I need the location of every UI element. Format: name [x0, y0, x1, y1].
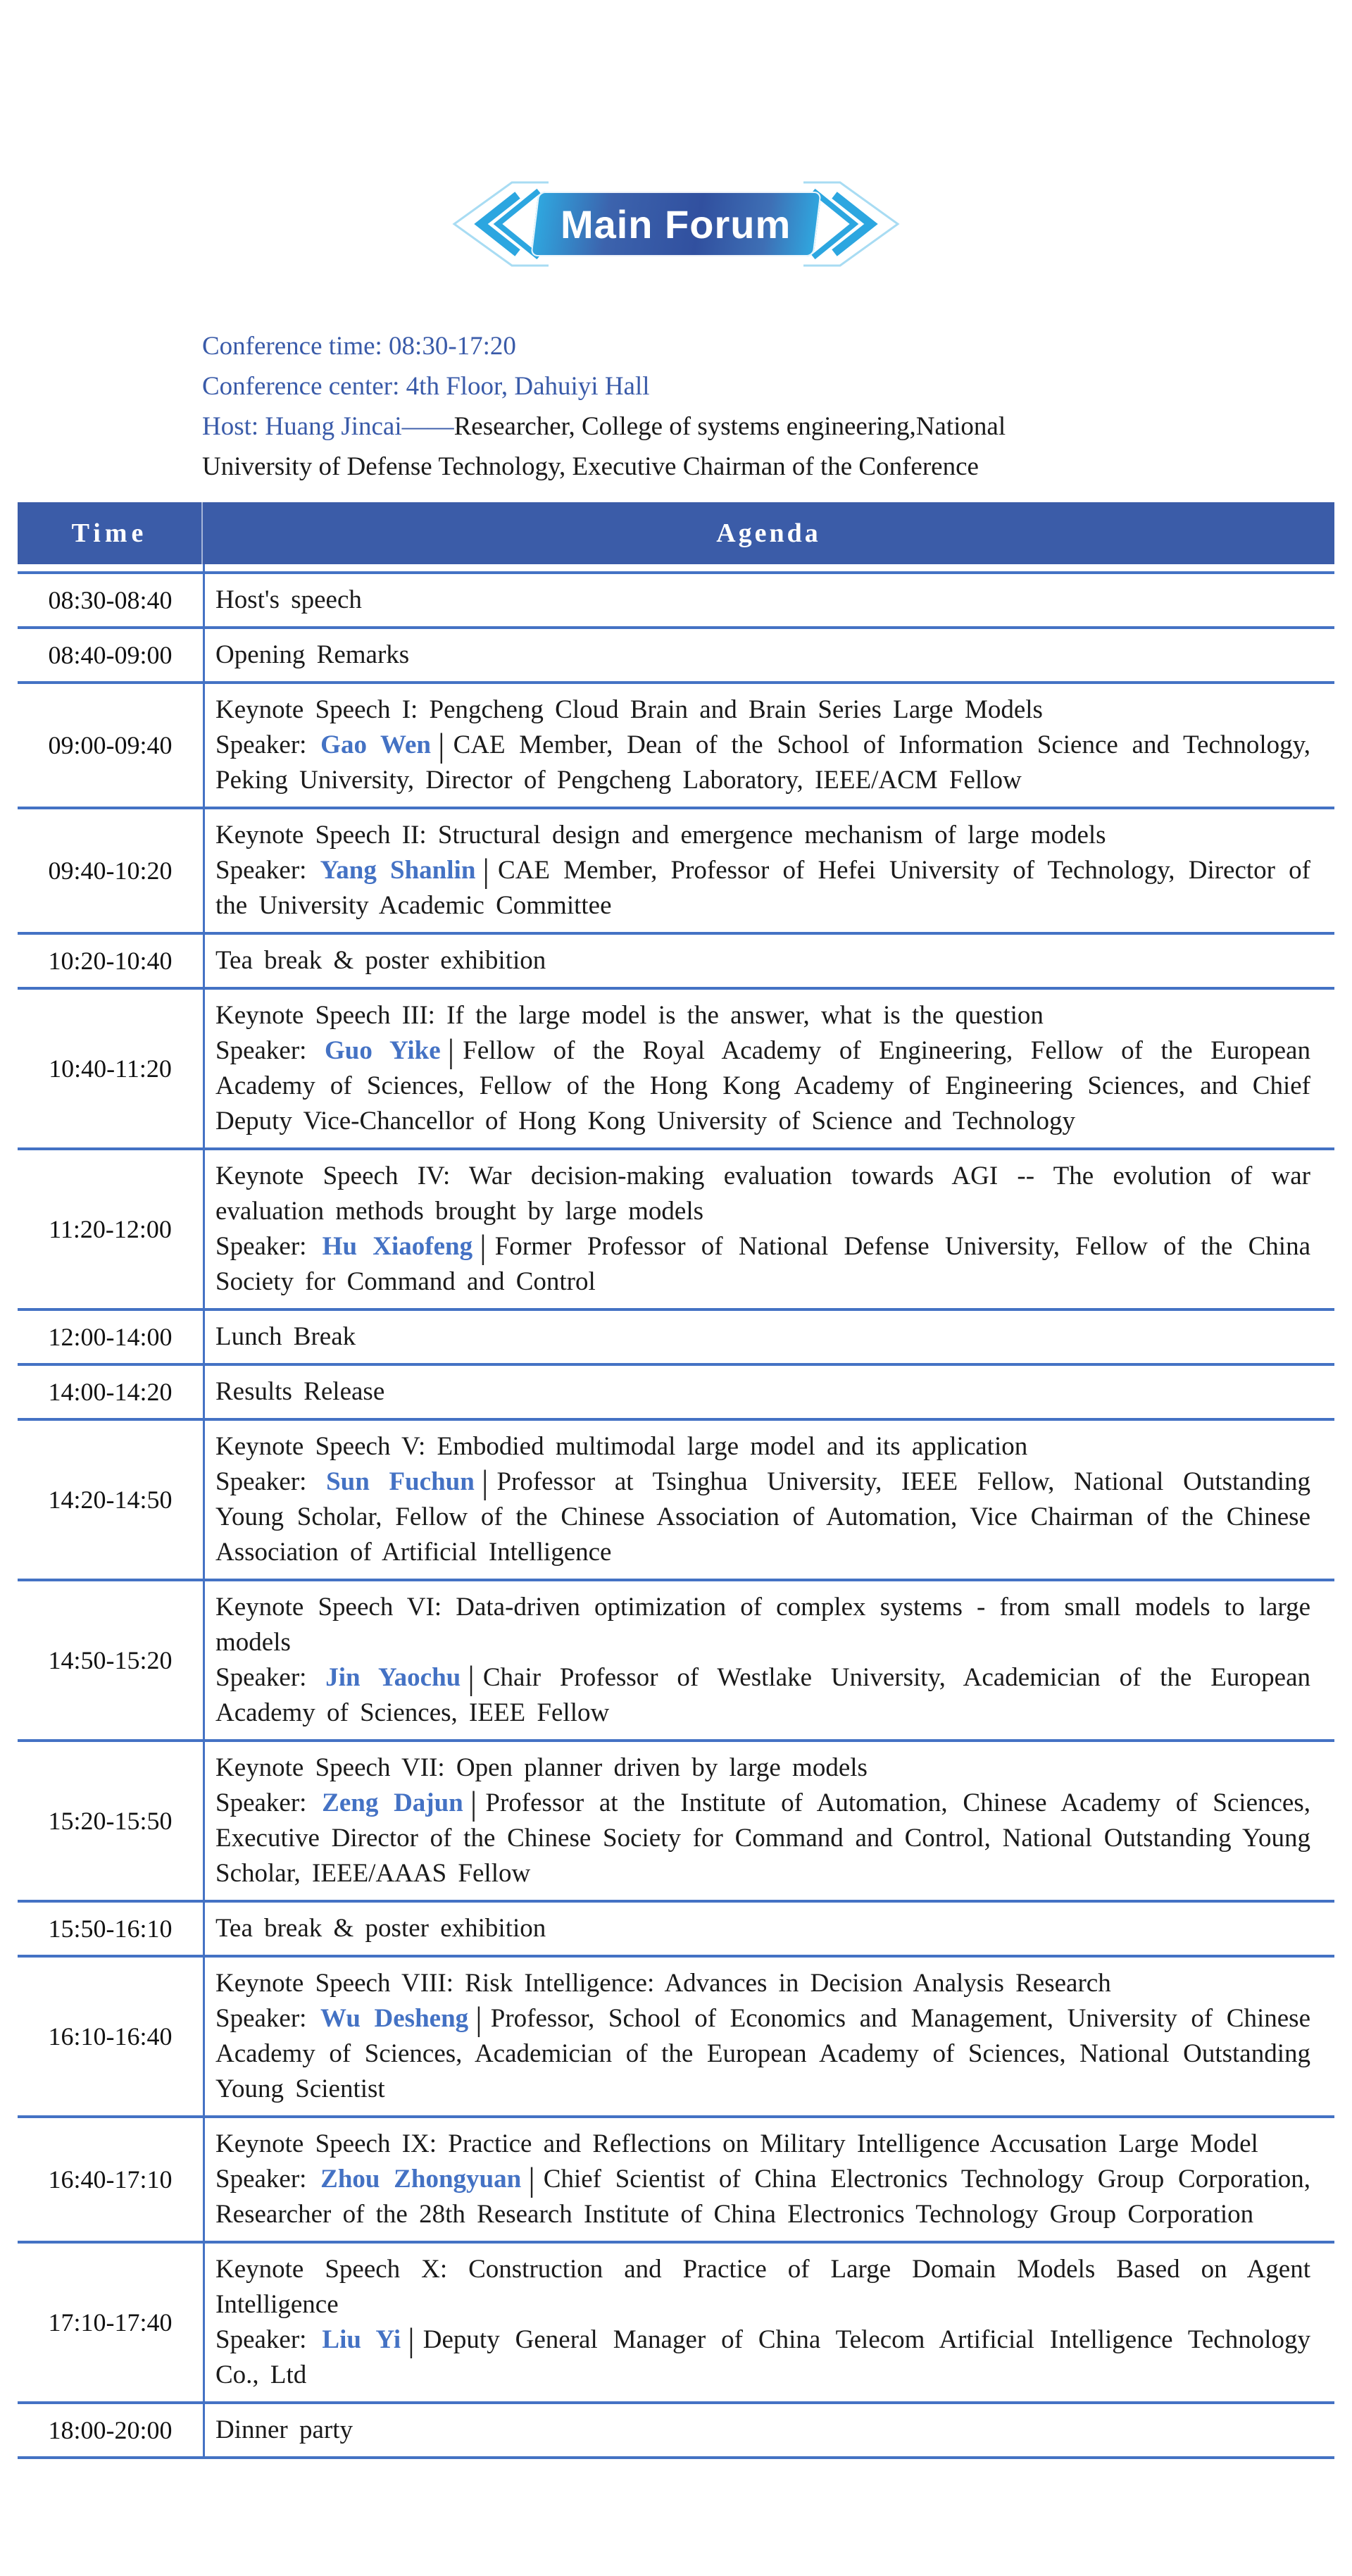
- speaker-label: Speaker:: [215, 1663, 326, 1692]
- speaker-name: Gao Wen: [320, 730, 431, 759]
- time-cell: 10:20-10:40: [48, 947, 173, 975]
- keynote-title: Keynote Speech III: If the large model is the answer, what is the question: [215, 1001, 1044, 1030]
- agenda-cell: Results Release: [215, 1377, 385, 1406]
- speaker-desc: Chief Scientist of China Electronics Technology Group Corporation, Researcher of the 28th Research Institute of China Electronics Technology Group Corporation: [215, 2165, 1311, 2229]
- speaker-label: Speaker:: [215, 2165, 321, 2194]
- main-forum-banner: [0, 0, 1352, 270]
- speaker-line: Speaker: Wu Desheng | Professor, School of Economics and Management, University of Chinese Academy of Sciences, Academician of the European Academy of Sciences, National Outstanding Young Scientist: [215, 2001, 1310, 2103]
- speaker-name: Sun Fuchun: [326, 1467, 475, 1496]
- speaker-desc: Fellow of the Royal Academy of Engineering, Fellow of the European Academy of Sciences, Fellow of the Hong Kong Academy of Engineering Sciences, and Chief Deputy Vice-Chancellor of Hong Kong University of Science and Technology: [215, 1036, 1310, 1135]
- table-row: [18, 681, 1334, 807]
- speaker-name: Wu Desheng: [320, 2004, 469, 2033]
- table-row: [18, 932, 1334, 987]
- speaker-desc: CAE Member, Dean of the School of Information Science and Technology, Peking University, Director of Pengcheng Laboratory, IEEE/ACM Fellow: [215, 730, 1310, 795]
- conference-info: [202, 326, 1096, 487]
- time-cell: 14:00-14:20: [48, 1378, 173, 1406]
- table-row: [18, 1579, 1334, 1739]
- speaker-desc: CAE Member, Professor of Hefei University of Technology, Director of the University Academic Committee: [215, 856, 1310, 920]
- agenda-rows: [18, 571, 1334, 2459]
- speaker-label: Speaker:: [215, 730, 321, 759]
- agenda-cell: Tea break & poster exhibition: [215, 1914, 546, 1943]
- table-row: [18, 1900, 1334, 1955]
- host-description: Researcher, College of systems engineering,National University of Defense Technology, Executive Chairman of the Conference: [202, 412, 1006, 481]
- time-cell: 12:00-14:00: [48, 1323, 173, 1351]
- keynote-title: Keynote Speech X: Construction and Practice of Large Domain Models Based on Agent Intelligence: [215, 2255, 1310, 2319]
- speaker-label: Speaker:: [215, 2004, 321, 2033]
- keynote-title: Keynote Speech VII: Open planner driven by large models: [215, 1753, 868, 1782]
- time-cell: 16:40-17:10: [48, 2165, 173, 2194]
- agenda-cell: [203, 1581, 1334, 1739]
- speaker-label: Speaker:: [215, 2325, 323, 2354]
- agenda-cell: Host's speech: [215, 585, 362, 614]
- speaker-desc: Professor at Tsinghua University, IEEE Fellow, National Outstanding Young Scholar, Fellow of the Chinese Association of Automation, Vice Chairman of the Chinese Association of Artificial Intelligence: [215, 1467, 1310, 1567]
- speaker-desc: Former Professor of National Defense University, Fellow of the China Society for Command and Control: [215, 1232, 1310, 1296]
- agenda-cell: [203, 809, 1334, 932]
- banner-plate: [530, 192, 821, 256]
- speaker-desc: Professor, School of Economics and Management, University of Chinese Academy of Sciences, Academician of the European Academy of Sciences, National Outstanding Young Scientist: [215, 2004, 1310, 2103]
- speaker-line: Speaker: Hu Xiaofeng | Former Professor of National Defense University, Fellow of the China Society for Command and Control: [215, 1228, 1310, 1296]
- table-row: [18, 1418, 1334, 1579]
- agenda-table: [18, 502, 1334, 2459]
- table-row: [18, 807, 1334, 932]
- speaker-name: Jin Yaochu: [325, 1663, 461, 1692]
- keynote-title: Keynote Speech IV: War decision-making evaluation towards AGI -- The evolution of war evaluation methods brought by large models: [215, 1162, 1310, 1226]
- banner-title: Main Forum: [561, 201, 791, 247]
- table-row: [18, 987, 1334, 1147]
- time-cell: 09:00-09:40: [48, 731, 173, 759]
- agenda-cell: [203, 990, 1334, 1147]
- table-row: [18, 2401, 1334, 2456]
- speaker-line: Speaker: Gao Wen | CAE Member, Dean of the School of Information Science and Technology, Peking University, Director of Pengcheng Laboratory, IEEE/ACM Fellow: [215, 727, 1310, 795]
- agenda-cell: [203, 1421, 1334, 1579]
- time-column-header: Time: [18, 502, 203, 564]
- speaker-label: Speaker:: [215, 1788, 323, 1817]
- conference-center-line: Conference center: 4th Floor, Dahuiyi Hall: [202, 372, 650, 401]
- host-line: [202, 406, 1096, 487]
- speaker-name: Hu Xiaofeng: [322, 1232, 473, 1261]
- speaker-label: Speaker:: [215, 1467, 327, 1496]
- speaker-desc: Professor at the Institute of Automation, Chinese Academy of Sciences, Executive Director of the Chinese Society for Command and Control, National Outstanding Young Scholar, IEEE/AAAS Fellow: [215, 1788, 1310, 1888]
- host-dash: ——: [401, 412, 454, 441]
- speaker-desc: Chair Professor of Westlake University, Academician of the European Academy of Sciences, IEEE Fellow: [215, 1663, 1310, 1727]
- time-cell: 18:00-20:00: [48, 2416, 173, 2444]
- agenda-cell: Tea break & poster exhibition: [215, 946, 546, 975]
- time-cell: 17:10-17:40: [48, 2308, 173, 2337]
- table-row: [18, 1739, 1334, 1900]
- table-row: [18, 2241, 1334, 2401]
- speaker-line: Speaker: Liu Yi | Deputy General Manager of China Telecom Artificial Intelligence Technology Co., Ltd: [215, 2322, 1310, 2389]
- speaker-line: Speaker: Zeng Dajun | Professor at the Institute of Automation, Chinese Academy of Sciences, Executive Director of the Chinese Society for Command and Control, National Outstanding Young Scholar, IEEE/AAAS Fellow: [215, 1785, 1310, 1888]
- keynote-title: Keynote Speech V: Embodied multimodal large model and its application: [215, 1432, 1028, 1461]
- time-cell: 15:50-16:10: [48, 1915, 173, 1943]
- speaker-desc: Deputy General Manager of China Telecom Artificial Intelligence Technology Co., Ltd: [215, 2325, 1310, 2389]
- table-row: [18, 2115, 1334, 2241]
- time-cell: 10:40-11:20: [49, 1054, 172, 1083]
- keynote-title: Keynote Speech I: Pengcheng Cloud Brain and Brain Series Large Models: [215, 695, 1043, 724]
- speaker-name: Liu Yi: [322, 2325, 401, 2354]
- speaker-label: Speaker:: [215, 1232, 323, 1261]
- table-row: [18, 571, 1334, 626]
- table-row: [18, 1147, 1334, 1308]
- table-row: [18, 1955, 1334, 2115]
- agenda-cell: [203, 2244, 1334, 2401]
- speaker-line: Speaker: Sun Fuchun | Professor at Tsinghua University, IEEE Fellow, National Outstanding Young Scholar, Fellow of the Chinese Association of Automation, Vice Chairman of the Chinese Association of Artificial Intelligence: [215, 1464, 1310, 1567]
- speaker-line: Speaker: Guo Yike | Fellow of the Royal Academy of Engineering, Fellow of the European Academy of Sciences, Fellow of the Hong Kong Academy of Engineering Sciences, and Chief Deputy Vice-Chancellor of Hong Kong University of Science and Technology: [215, 1033, 1310, 1135]
- agenda-cell: [203, 684, 1334, 807]
- agenda-cell: [203, 1742, 1334, 1900]
- table-row: [18, 1363, 1334, 1418]
- keynote-title: Keynote Speech IX: Practice and Reflections on Military Intelligence Accusation Large Model: [215, 2129, 1258, 2158]
- speaker-line: Speaker: Zhou Zhongyuan | Chief Scientist of China Electronics Technology Group Corporation, Researcher of the 28th Research Institute of China Electronics Technology Group Corporation: [215, 2161, 1311, 2229]
- table-row: [18, 626, 1334, 681]
- speaker-label: Speaker:: [215, 1036, 325, 1065]
- speaker-name: Guo Yike: [324, 1036, 441, 1065]
- column-divider: [203, 564, 205, 2459]
- agenda-cell: Lunch Break: [215, 1322, 356, 1351]
- time-cell: 15:20-15:50: [48, 1807, 173, 1835]
- time-cell: 14:50-15:20: [48, 1646, 173, 1674]
- agenda-column-header: Agenda: [716, 518, 821, 548]
- table-header: [18, 502, 1334, 564]
- speaker-name: Zeng Dajun: [322, 1788, 463, 1817]
- speaker-name: Yang Shanlin: [320, 856, 476, 885]
- agenda-cell: [203, 1958, 1334, 2115]
- conference-time-line: Conference time: 08:30-17:20: [202, 332, 516, 361]
- speaker-label: Speaker:: [215, 856, 320, 885]
- time-cell: 08:30-08:40: [48, 586, 173, 614]
- time-cell: 11:20-12:00: [49, 1215, 172, 1243]
- agenda-cell: Dinner party: [215, 2415, 353, 2444]
- agenda-cell: Opening Remarks: [215, 640, 410, 669]
- keynote-title: Keynote Speech VIII: Risk Intelligence: Advances in Decision Analysis Research: [215, 1969, 1111, 1998]
- speaker-name: Zhou Zhongyuan: [320, 2165, 522, 2194]
- keynote-title: Keynote Speech VI: Data-driven optimization of complex systems - from small models to large models: [215, 1593, 1310, 1657]
- speaker-line: Speaker: Jin Yaochu | Chair Professor of Westlake University, Academician of the European Academy of Sciences, IEEE Fellow: [215, 1660, 1310, 1727]
- agenda-cell: [203, 2118, 1334, 2241]
- time-cell: 16:10-16:40: [48, 2022, 173, 2051]
- host-name: Host: Huang Jincai: [202, 412, 402, 441]
- agenda-cell: [203, 1150, 1334, 1308]
- time-cell: 14:20-14:50: [48, 1486, 173, 1514]
- keynote-title: Keynote Speech II: Structural design and emergence mechanism of large models: [215, 821, 1106, 850]
- time-cell: 09:40-10:20: [48, 857, 173, 885]
- speaker-line: Speaker: Yang Shanlin | CAE Member, Professor of Hefei University of Technology, Director of the University Academic Committee: [215, 852, 1310, 920]
- table-row: [18, 1308, 1334, 1363]
- time-cell: 08:40-09:00: [48, 641, 173, 669]
